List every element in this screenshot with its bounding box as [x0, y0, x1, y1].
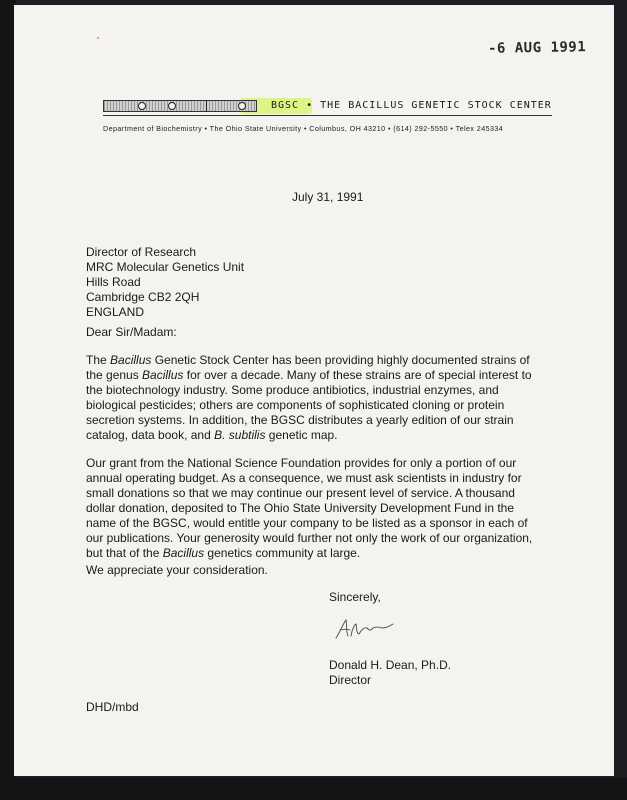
paper-speck: [97, 37, 99, 39]
text-run: genetics community at large.: [204, 546, 361, 560]
text-run: The: [86, 353, 111, 367]
letterhead-title: BGSC • THE BACILLUS GENETIC STOCK CENTER: [271, 100, 552, 111]
italic-term: Bacillus: [142, 368, 184, 382]
logo-divider: [206, 100, 207, 112]
recipient-line: ENGLAND: [86, 305, 145, 319]
recipient-line: MRC Molecular Genetics Unit: [86, 260, 245, 274]
paragraph-3: We appreciate your consideration.: [86, 563, 268, 577]
logo-dot: [138, 102, 146, 110]
text-run: Genetic Stock Center has been providing highly documented strains of the genus: [86, 353, 530, 382]
letter-date: July 31, 1991: [292, 190, 364, 204]
italic-term: Bacillus: [162, 546, 205, 560]
typist-initials: DHD/mbd: [86, 700, 139, 714]
recipient-line: Hills Road: [86, 275, 141, 289]
italic-term: Bacillus: [110, 353, 152, 367]
received-date-stamp: -6 AUG 1991: [487, 39, 587, 57]
letterhead-rule: [103, 115, 552, 116]
letterhead-address: Department of Biochemistry • The Ohio State University • Columbus, OH 43210 • (614) 292-5550 • Telex 245334: [103, 124, 504, 133]
scan-border-bottom: [0, 778, 627, 800]
logo-dot: [168, 102, 176, 110]
italic-term: B. subtilis: [214, 428, 266, 442]
handwritten-signature: [333, 612, 397, 642]
salutation: Dear Sir/Madam:: [86, 325, 177, 339]
recipient-line: Cambridge CB2 2QH: [86, 290, 200, 304]
signer-name: Donald H. Dean, Ph.D.: [329, 658, 452, 672]
recipient-address: [86, 245, 538, 320]
signer-title: Director: [329, 673, 372, 687]
letterhead-logo-bar: [103, 100, 257, 112]
logo-dot: [238, 102, 246, 110]
closing: Sincerely,: [329, 590, 381, 604]
recipient-line: Director of Research: [86, 245, 197, 259]
paragraph-2: [86, 456, 538, 561]
text-run: genetic map.: [265, 428, 338, 442]
text-run: for over a decade. Many of these strains are of special interest to the biotechnology industry. Some produce antibiotics, industrial enzymes, and biological pesticides; others are components of sophisticated cloning or protein secretion systems. In addition, the BGSC distributes a yearly edition of our strain catalog, data book, and: [86, 368, 532, 442]
text-run: Our grant from the National Science Foundation provides for only a portion of our annual operating budget. As a consequence, we must ask scientists in industry for small donations so that we may continue our present level of service. A thousand dollar donation, deposited to The Ohio State University Development Fund in the name of the BGSC, would entitle your company to be listed as a sponsor in each of our publications. Your generosity would further not only the work of our organization, but that of the: [86, 456, 533, 560]
paragraph-1: [86, 353, 538, 443]
